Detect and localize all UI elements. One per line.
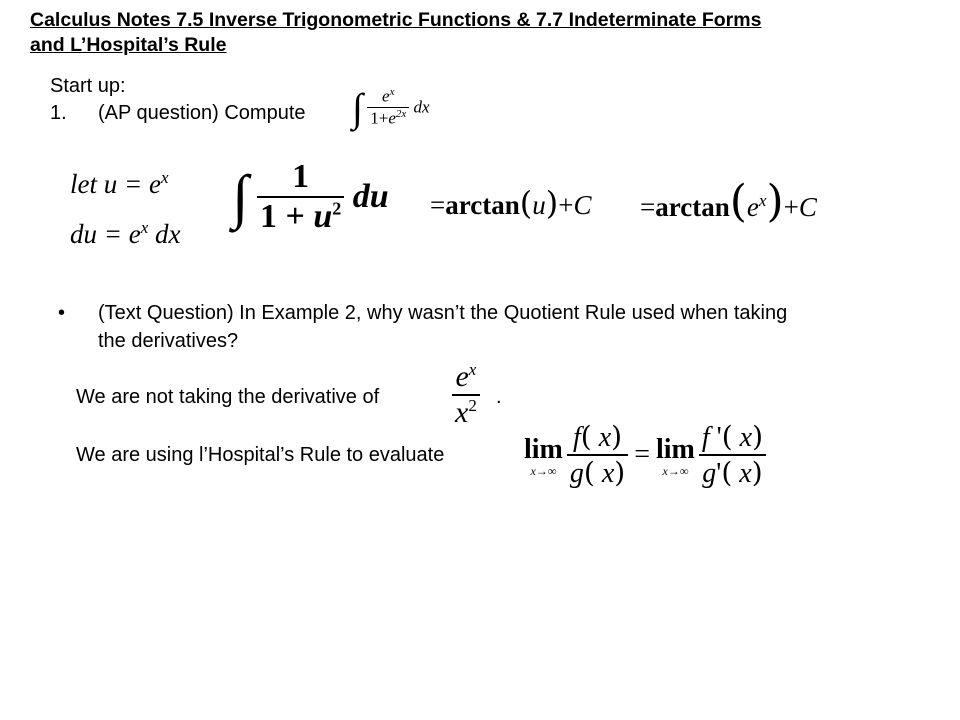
compute-integral: ∫ $\frac{e^x}{1+e^{2x}}$ dx [352,85,430,130]
startup-heading: Start up: [50,75,126,97]
answer-line2: We are using l’Hospital’s Rule to evaluate [76,444,445,466]
answer-line1: We are not taking the derivative of [76,386,380,408]
answer-line1-period: . [496,386,502,408]
integral-du: ∫ $\frac{1}{1 + u^2}$ du [232,158,389,235]
bullet: • [58,302,66,324]
question-text: (AP question) Compute [98,102,306,124]
result-arctan-ex: $=\arctan(e^x)+C$ [640,176,817,227]
lhospital-equation: lim x→∞ $\frac{f( x)}{g( x)}$ = lim x→∞ $\frac{f '( x)}{g'( x)}$ [524,420,766,490]
result-arctan-u: =arctan(u)+C [430,184,592,222]
question-number: 1. [50,102,67,124]
substitution-u: let $u = e^x$ [70,168,169,199]
page-title: Calculus Notes 7.5 Inverse Trigonometric Functions & 7.7 Indeterminate Forms and L’Hospital’s Rule [30,9,762,56]
text-question-line2: the derivatives? [98,330,239,352]
substitution-du: du = $e^x$ dx [70,218,181,249]
text-question-line1: (Text Question) In Example 2, why wasn’t the Quotient Rule used when taking [98,302,788,324]
fraction-ex-over-x2: $\frac{e^x}{x^2}$ [452,360,480,430]
